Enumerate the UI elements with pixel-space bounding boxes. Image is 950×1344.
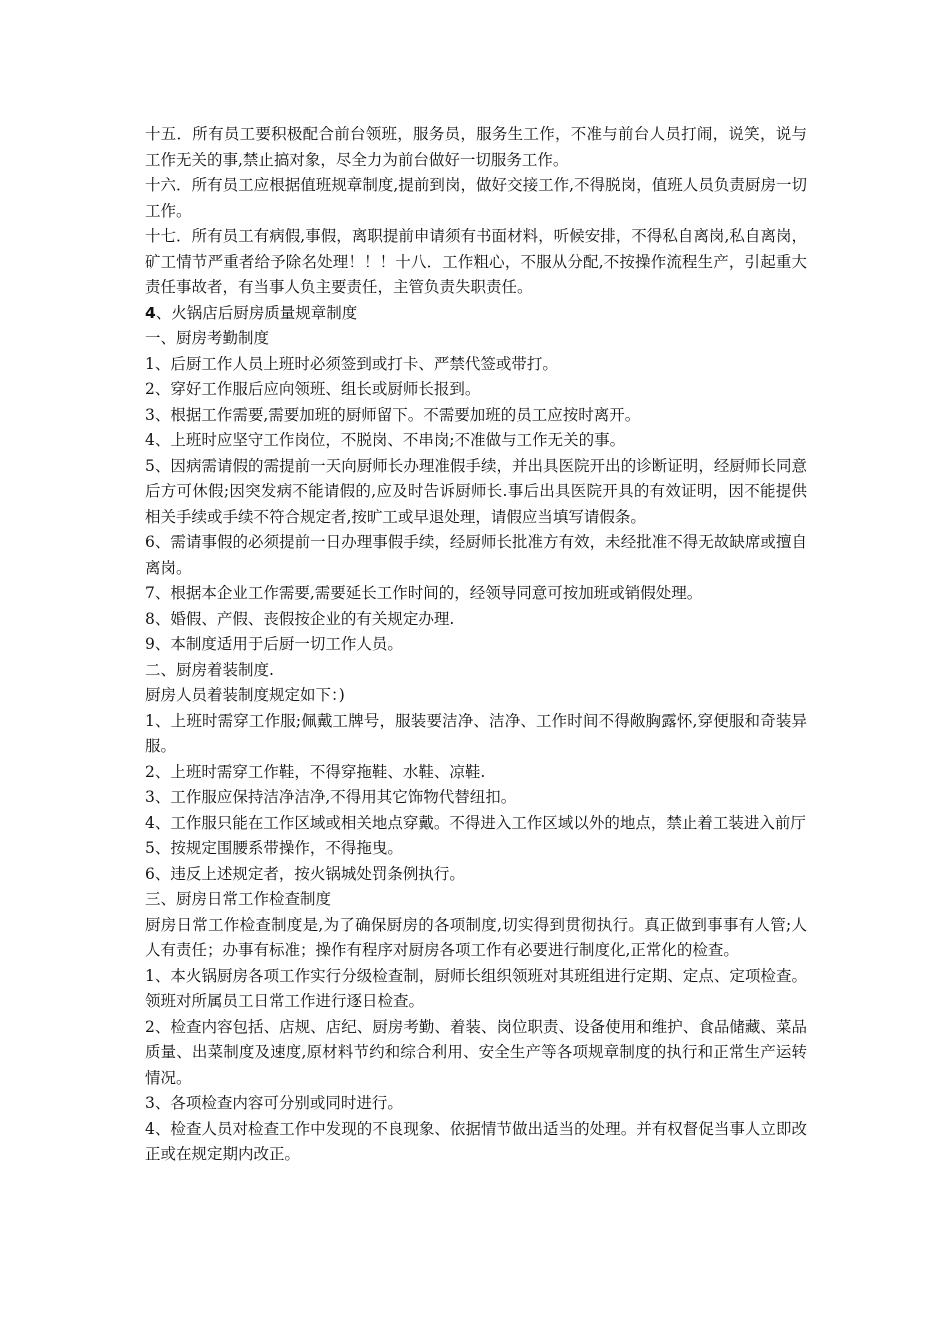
rule-item: 1、上班时需穿工作服;佩戴工牌号，服装要洁净、洁净、工作时间不得敞胸露怀,穿便服和奇装异服。: [145, 711, 807, 755]
rule-item: 4、上班时应坚守工作岗位，不脱岗、不串岗;不准做与工作无关的事。: [145, 431, 626, 449]
rule-item: 3、根据工作需要,需要加班的厨师留下。不需要加班的员工应按时离开。: [145, 405, 641, 424]
rule-item: 5、按规定围腰系带操作，不得拖曳。: [145, 839, 403, 857]
section-heading-dress-code: 二、厨房着装制度.: [145, 660, 274, 679]
rule-item: 7、根据本企业工作需要,需要延长工作时间的，经领导同意可按加班或销假处理。: [145, 584, 703, 602]
paragraph-17-18: 十七．所有员工有病假,事假，离职提前申请须有书面材料，听候安排，不得私自离岗,私自离岗，矿工情节严重者给予除名处理！！！十八．工作粗心，不服从分配,不按操作流程生产，引起重大责任事故者，有当事人负主要责任，主管负责失职责任。: [145, 227, 807, 296]
rule-item: 4、工作服只能在工作区域或相关地点穿戴。不得进入工作区域以外的地点，禁止着工装进入前厅: [145, 813, 806, 832]
section-4-heading: [145, 301, 807, 327]
section-4-number: 4: [145, 303, 156, 322]
rule-item: 6、违反上述规定者，按火锅城处罚条例执行。: [145, 864, 465, 883]
rule-item: 6、需请事假的必须提前一日办理事假手续，经厨师长批准方有效，未经批准不得无故缺席或擅自离岗。: [145, 533, 807, 577]
paragraph-15: 十五．所有员工要积极配合前台领班，服务员，服务生工作，不准与前台人员打闹，说笑，说与工作无关的事,禁止搞对象，尽全力为前台做好一切服务工作。: [145, 125, 807, 169]
section-heading-attendance: 一、厨房考勤制度: [145, 329, 270, 347]
rule-item: 2、上班时需穿工作鞋，不得穿拖鞋、水鞋、凉鞋.: [145, 762, 486, 781]
section-heading-inspection: 三、厨房日常工作检查制度: [145, 890, 332, 908]
rule-item: 5、因病需请假的需提前一天向厨师长办理准假手续，并出具医院开出的诊断证明，经厨师长同意后方可休假;因突发病不能请假的,应及时告诉厨师长.事后出具医院开具的有效证明，因不能提供相关手续或手续不符合规定者,按旷工或早退处理，请假应当填写请假条。: [145, 456, 807, 526]
rule-item: 1、后厨工作人员上班时必须签到或打卡、严禁代签或带打。: [145, 354, 558, 373]
dress-code-intro: 厨房人员着装制度规定如下：): [145, 686, 345, 704]
document-page: [145, 122, 807, 1168]
rule-item: 4、检查人员对检查工作中发现的不良现象、依据情节做出适当的处理。并有权督促当事人立即改正或在规定期内改正。: [145, 1119, 807, 1163]
rule-item: 3、各项检查内容可分别或同时进行。: [145, 1094, 403, 1112]
section-4-title: 、火锅店后厨房质量规章制度: [155, 303, 358, 322]
rule-item: 8、婚假、产假、丧假按企业的有关规定办理.: [145, 609, 455, 628]
paragraph-16: 十六．所有员工应根据值班规章制度,提前到岗，做好交接工作,不得脱岗，值班人员负责厨房一切工作。: [145, 176, 807, 220]
rule-item: 9、本制度适用于后厨一切工作人员。: [145, 635, 403, 653]
rule-item: 2、穿好工作服后应向领班、组长或厨师长报到。: [145, 380, 481, 398]
rule-item: 2、检查内容包括、店规、店纪、厨房考勤、着装、岗位职责、设备使用和维护、食品储藏、菜品质量、出菜制度及速度,原材料节约和综合利用、安全生产等各项规章制度的执行和正常生产运转情况。: [145, 1017, 807, 1087]
inspection-intro: 厨房日常工作检查制度是,为了确保厨房的各项制度,切实得到贯彻执行。真正做到事事有人管;人人有责任；办事有标准；操作有程序对厨房各项工作有必要进行制度化,正常化的检查。: [145, 915, 807, 959]
rule-item: 1、本火锅厨房各项工作实行分级检查制，厨师长组织领班对其班组进行定期、定点、定项检查。领班对所属员工日常工作进行逐日检查。: [145, 966, 807, 1010]
rule-item: 3、工作服应保持洁净洁净,不得用其它饰物代替纽扣。: [145, 788, 517, 806]
